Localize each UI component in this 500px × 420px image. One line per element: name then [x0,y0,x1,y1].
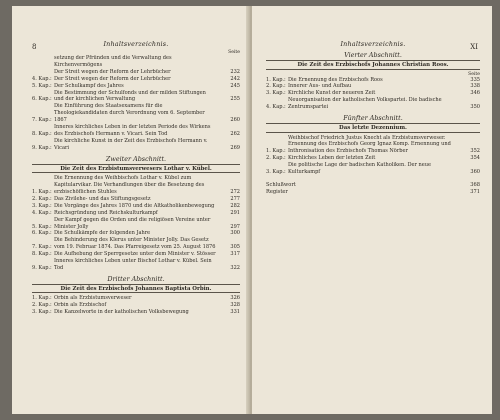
era-heading: Die Zeit des Erzbischofs Johannes Christian Roos. [266,60,480,70]
seite-column-label: Seite [228,50,240,55]
entry-title: Der Streit wegen der Reform der Lehrbücher [54,75,171,82]
entry-page: 269 [230,144,240,151]
entry-chapter: 3. Kap.: [266,90,286,97]
toc-entry [32,175,240,196]
entry-page: 354 [470,155,480,162]
entry-page: 338 [470,83,480,90]
entry-chapter: 5. Kap.: [32,82,52,89]
entry-page: 300 [230,230,240,237]
entry-title: Die Vorgänge des Jahres 1870 und die Altkatholikenbewegung [54,202,215,209]
section-heading: Zweiter Abschnitt. [105,154,167,163]
toc-entry [32,103,240,124]
entry-page: 297 [230,223,240,230]
entry-title: Die politische Lage der badischen Katholiken. Der neue Kulturkampf [288,162,432,176]
entry-page: 352 [470,148,480,155]
entry-chapter: 1. Kap.: [32,189,52,195]
entry-chapter: 7. Kap.: [32,117,52,124]
era-heading: Das letzte Dezennium. [266,123,480,133]
entry-chapter: 2. Kap.: [266,155,286,162]
toc-entry [32,295,240,302]
entry-page: 232 [230,68,240,75]
entry-title: Kirchliches Leben der letzten Zeit [288,155,376,162]
entry-title: Die Ernennung des Weihbischofs Lothar v. Kübel zum Kapitularvikar. Die Verhandlungen über die Besetzung des erzbischöflichen Stuhles [54,175,205,195]
entry-title: Schlußwort [266,181,296,188]
toc-entry [266,135,480,156]
toc-entry [32,196,240,203]
entry-chapter: 8. Kap.: [32,251,52,258]
toc-entry [32,124,240,138]
entry-title: Die Behinderung des Klerus unter Minister Jolly. Das Gesetz vom 19. Februar 1874. Das Pfarreigesetz vom 25. August 1876 [54,237,216,251]
entry-title: Inneres kirchliches Leben unter Bischof Lothar v. Kübel. Sein Tod [54,258,212,271]
entry-page: 291 [230,209,240,216]
entry-chapter: 3. Kap.: [32,202,52,209]
left-page [12,6,250,414]
toc-list-continued [32,55,240,152]
entry-title: Die Bestimmung der Schulfonds und der milden Stiftungen und der kirchlichen Verwaltung [54,89,206,103]
entry-title: Neuorganisation der katholischen Volkspartei. Die badische Zentrumspartei [288,97,442,111]
entry-title: setzung der Pfründen und die Verwaltung des Kirchenvermögens [54,55,172,68]
toc-entry [32,309,240,316]
toc-entry [266,155,480,162]
toc-entry [32,69,240,76]
entry-page: 350 [470,104,480,111]
toc-list-orbin [32,295,240,316]
entry-page: 371 [470,188,480,195]
toc-entry [266,162,480,176]
entry-page: 317 [230,251,240,258]
toc-entry-schlusswort [266,182,480,189]
entry-page: 335 [470,76,480,83]
entry-page: 322 [230,264,240,271]
section-heading: Fünfter Abschnitt. [343,114,403,123]
entry-chapter: 4. Kap.: [32,75,52,82]
running-header: Inhaltsverzeichnis. [340,40,406,48]
running-header: Inhaltsverzeichnis. [103,40,169,48]
entry-chapter: 4. Kap.: [32,209,52,216]
entry-title: Innerer Aus- und Aufbau [288,83,352,90]
toc-entry [266,90,480,97]
entry-page: 360 [470,169,480,176]
entry-page: 368 [470,181,480,188]
right-page [252,6,492,414]
entry-title: Die Einführung des Staatsexamens für die Theologiekandidaten durch Verordnung vom 6. September 1867 [54,103,205,124]
entry-page: 331 [230,309,240,316]
entry-chapter: 5. Kap.: [32,223,52,230]
entry-page: 328 [230,302,240,309]
entry-page: 277 [230,195,240,202]
entry-page: 326 [230,295,240,302]
toc-entry [32,203,240,210]
toc-entry [32,251,240,258]
entry-chapter: 6. Kap.: [32,96,52,103]
entry-chapter: 7. Kap.: [32,244,52,251]
toc-list-dezennium [266,135,480,176]
entry-title: Register [266,188,288,195]
toc-entry [32,258,240,272]
seite-column-label: Seite [468,71,480,77]
entry-page: 305 [230,244,240,251]
entry-chapter: 3. Kap.: [32,309,52,316]
toc-entry [32,83,240,90]
page-number: 8 [32,43,37,51]
entry-chapter: 1. Kap.: [32,295,52,302]
entry-title: Die Aufhebung der Sperrgesetze unter dem Minister v. Stösser [54,251,216,258]
section-heading: Dritter Abschnitt. [107,274,165,283]
entry-title: Das Zivilehe- und das Stiftungsgesetz [54,195,151,202]
entry-page: 255 [230,96,240,103]
entry-chapter: 1. Kap.: [266,148,286,155]
toc-entry [32,138,240,152]
entry-page: 262 [230,130,240,137]
entry-chapter: 2. Kap.: [32,195,52,202]
toc-entry [32,55,240,69]
toc-entry [32,217,240,231]
entry-chapter: 4. Kap.: [266,104,286,111]
entry-title: Die Kanzelworte in der katholischen Volksbewegung [54,309,189,316]
toc-entry [32,210,240,217]
entry-title: Die Ernennung des Erzbischofs Roos [288,76,383,83]
toc-entry [266,97,480,111]
entry-title: Reichsgründung und Reichskulturkampf [54,209,158,216]
toc-entry [32,237,240,251]
toc-list-kuebel [32,175,240,272]
toc-entry [32,230,240,237]
entry-chapter: 1. Kap.: [266,76,286,83]
entry-title: Der Kampf gegen die Orden und die religiösen Vereine unter Minister Jolly [54,216,211,230]
entry-page: 245 [230,82,240,89]
page-number: XI [470,43,478,51]
entry-chapter: 6. Kap.: [32,230,52,237]
era-heading: Die Zeit des Erzbistumsverwesers Lothar v. Kübel. [32,164,240,174]
entry-page: 242 [230,75,240,82]
entry-title: Inneres kirchliches Leben in der letzten Periode des Wirkens des Erzbischofs Hermann v. Vicari. Sein Tod [54,124,211,137]
entry-page: 346 [470,90,480,97]
toc-list-roos [266,77,480,112]
entry-page: 260 [230,117,240,124]
entry-chapter: 2. Kap.: [32,302,52,309]
entry-chapter: 3. Kap.: [266,169,286,176]
entry-title: Orbin als Erzbischof [54,302,107,309]
toc-entry [32,302,240,309]
entry-title: Weihbischof Friedrich Justus Knecht als Erzbistumsverweser. Ernennung des Erzbischofs Georg Ignaz Komp. Ernennung und Inthronisation des Erzbischofs Thomas Nörber [288,134,451,155]
toc-entry [32,90,240,104]
entry-title: Die Schulkämpfe der folgenden Jahre [54,230,151,237]
entry-title: Der Schulkampf des Jahres [54,82,124,89]
toc-entry [32,76,240,83]
era-heading: Die Zeit des Erzbischofs Johannes Baptista Orbin. [32,284,240,294]
entry-page: 272 [230,189,240,195]
entry-page: 282 [230,202,240,209]
entry-chapter: 9. Kap.: [32,144,52,151]
entry-title: Der Streit wegen der Reform der Lehrbücher [54,68,171,75]
entry-title: Die kirchliche Kunst in der Zeit des Erzbischofs Hermann v. Vicari [54,137,208,151]
toc-entry-register [266,189,480,196]
entry-title: Kirchliche Kunst der neueren Zeit [288,90,376,97]
entry-chapter: 8. Kap.: [32,130,52,137]
toc-entry [266,83,480,90]
entry-chapter: 9. Kap.: [32,264,52,271]
toc-entry [266,77,480,84]
entry-chapter: 2. Kap.: [266,83,286,90]
entry-title: Orbin als Erzbistumsverweser [54,295,132,302]
section-heading: Vierter Abschnitt. [344,51,402,59]
